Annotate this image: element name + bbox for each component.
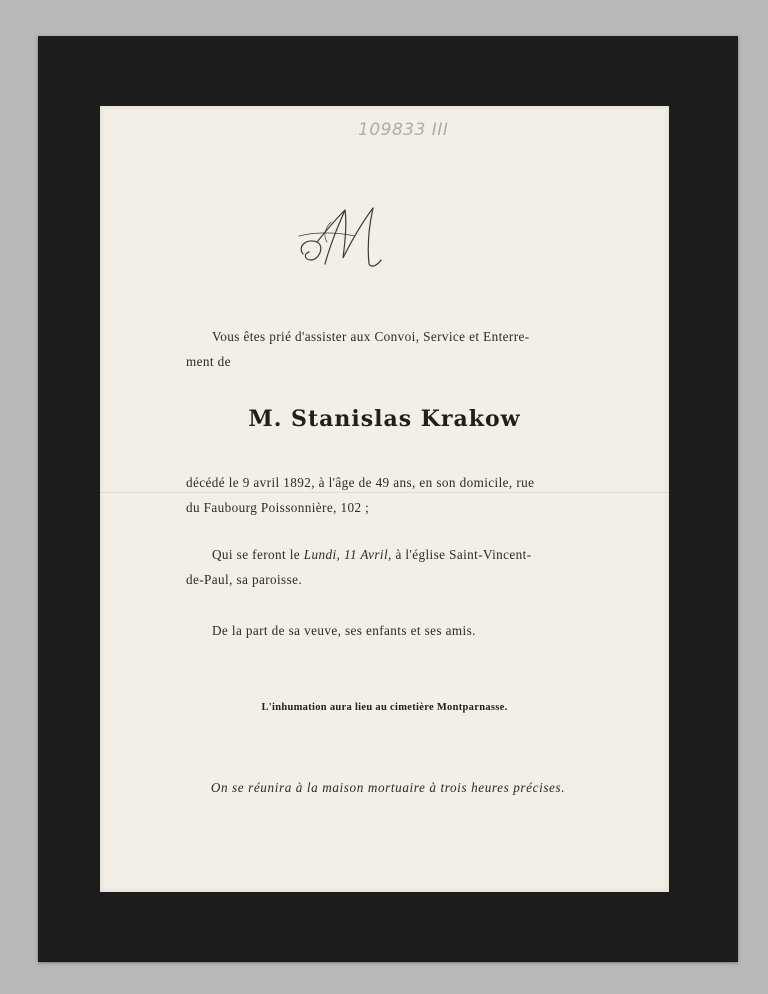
deceased-name: M. Stanislas Krakow — [248, 406, 521, 432]
monogram-m-script — [295, 202, 387, 272]
service-prefix: Qui se feront le — [212, 547, 304, 562]
funeral-invitation-card — [100, 106, 669, 892]
service-line-2: de-Paul, sa paroisse. — [186, 572, 303, 587]
burial-notice: L'inhumation aura lieu au cimetière Montparnasse. — [261, 702, 508, 713]
service-paragraph — [186, 542, 590, 592]
intro-line-2: ment de — [186, 354, 231, 369]
death-paragraph — [186, 470, 590, 520]
death-line-2: du Faubourg Poissonnière, 102 ; — [186, 500, 370, 515]
service-suffix: , à l'église Saint-Vincent- — [388, 547, 532, 562]
family-line: De la part de sa veuve, ses enfants et ses amis. — [212, 623, 476, 638]
service-day: Lundi, 11 Avril — [303, 547, 389, 562]
inventory-number: 109833 III — [358, 120, 449, 140]
intro-paragraph — [186, 324, 590, 374]
death-line-1: décédé le 9 avril 1892, à l'âge de 49 ans, en son domicile, rue — [186, 475, 535, 490]
intro-line-1: Vous êtes prié d'assister aux Convoi, Service et Enterre- — [212, 329, 530, 344]
gathering-notice: On se réunira à la maison mortuaire à trois heures précises. — [210, 780, 566, 795]
